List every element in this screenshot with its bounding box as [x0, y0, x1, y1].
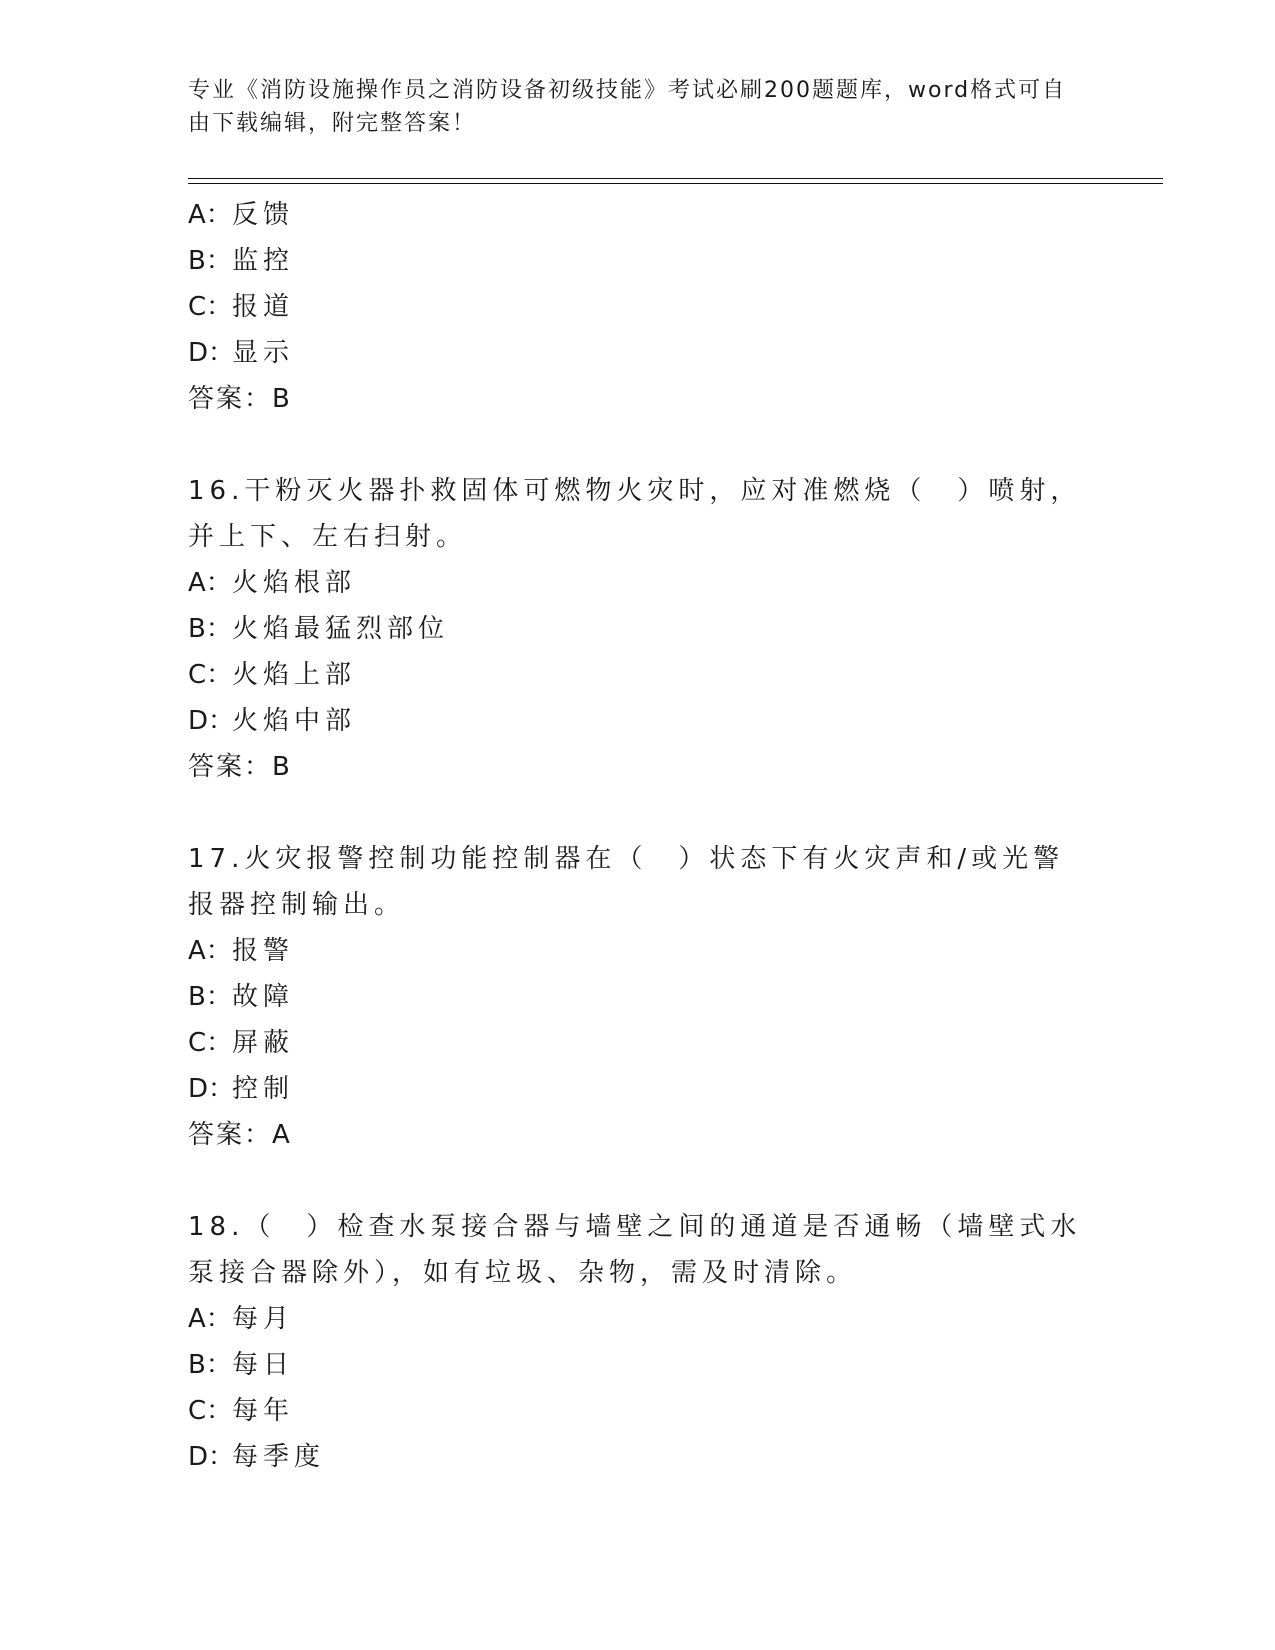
option-letter: D： — [188, 1074, 235, 1104]
answer-line: 答案：A — [188, 1120, 292, 1150]
option-text: 火焰上部 — [232, 660, 357, 690]
option-text: 屏蔽 — [232, 1028, 295, 1058]
option-c — [188, 284, 1088, 330]
option-letter: C： — [188, 660, 233, 690]
question-content — [188, 192, 1088, 1480]
option-d — [188, 1434, 1088, 1480]
option-b — [188, 606, 1088, 652]
option-letter: C： — [188, 292, 233, 322]
option-a — [188, 928, 1088, 974]
option-letter: A： — [188, 936, 232, 966]
option-text: 每季度 — [232, 1442, 326, 1472]
option-text: 控制 — [232, 1074, 295, 1104]
option-b — [188, 238, 1088, 284]
option-text: 火焰中部 — [232, 706, 357, 736]
spacer — [188, 790, 1088, 836]
option-text: 显示 — [232, 338, 295, 368]
option-letter: B： — [188, 614, 232, 644]
question-block-18 — [188, 1204, 1088, 1480]
option-text: 监控 — [232, 246, 295, 276]
option-letter: B： — [188, 982, 232, 1012]
option-text: 每日 — [232, 1350, 295, 1380]
option-letter: C： — [188, 1028, 233, 1058]
document-header: 专业《消防设施操作员之消防设备初级技能》考试必刷200题题库，word格式可自由下载编辑，附完整答案！ — [188, 78, 1067, 136]
option-text: 每月 — [232, 1304, 295, 1334]
option-d — [188, 1066, 1088, 1112]
option-a — [188, 192, 1088, 238]
option-letter: D： — [188, 338, 235, 368]
option-c — [188, 1020, 1088, 1066]
option-text: 火焰最猛烈部位 — [232, 614, 450, 644]
option-text: 报警 — [232, 936, 295, 966]
question-stem: 17.火灾报警控制功能控制器在（ ）状态下有火灾声和/或光警报器控制输出。 — [188, 844, 1065, 920]
spacer — [188, 1158, 1088, 1204]
option-b — [188, 974, 1088, 1020]
option-text: 反馈 — [232, 200, 295, 230]
option-c — [188, 652, 1088, 698]
question-stem: 16.干粉灭火器扑救固体可燃物火灾时，应对准燃烧（ ）喷射，并上下、左右扫射。 — [188, 476, 1082, 552]
question-block-16 — [188, 468, 1088, 790]
option-letter: B： — [188, 246, 232, 276]
option-c — [188, 1388, 1088, 1434]
option-letter: B： — [188, 1350, 232, 1380]
option-b — [188, 1342, 1088, 1388]
option-text: 火焰根部 — [232, 568, 357, 598]
option-letter: A： — [188, 568, 232, 598]
option-letter: D： — [188, 1442, 235, 1472]
question-block-17 — [188, 836, 1088, 1158]
question-stem: 18.（ ）检查水泵接合器与墙壁之间的通道是否通畅（墙壁式水泵接合器除外），如有垃圾、杂物，需及时清除。 — [188, 1212, 1082, 1288]
header-divider-bottom — [188, 183, 1163, 184]
answer-line: 答案：B — [188, 752, 292, 782]
option-a — [188, 1296, 1088, 1342]
answer-line: 答案：B — [188, 384, 292, 414]
spacer — [188, 422, 1088, 468]
option-text: 报道 — [232, 292, 295, 322]
option-letter: C： — [188, 1396, 233, 1426]
option-text: 每年 — [232, 1396, 295, 1426]
option-letter: A： — [188, 200, 232, 230]
header-divider-top — [188, 178, 1163, 179]
partial-question-block — [188, 192, 1088, 422]
option-d — [188, 698, 1088, 744]
option-text: 故障 — [232, 982, 295, 1012]
option-letter: A： — [188, 1304, 232, 1334]
option-letter: D： — [188, 706, 235, 736]
option-d — [188, 330, 1088, 376]
option-a — [188, 560, 1088, 606]
